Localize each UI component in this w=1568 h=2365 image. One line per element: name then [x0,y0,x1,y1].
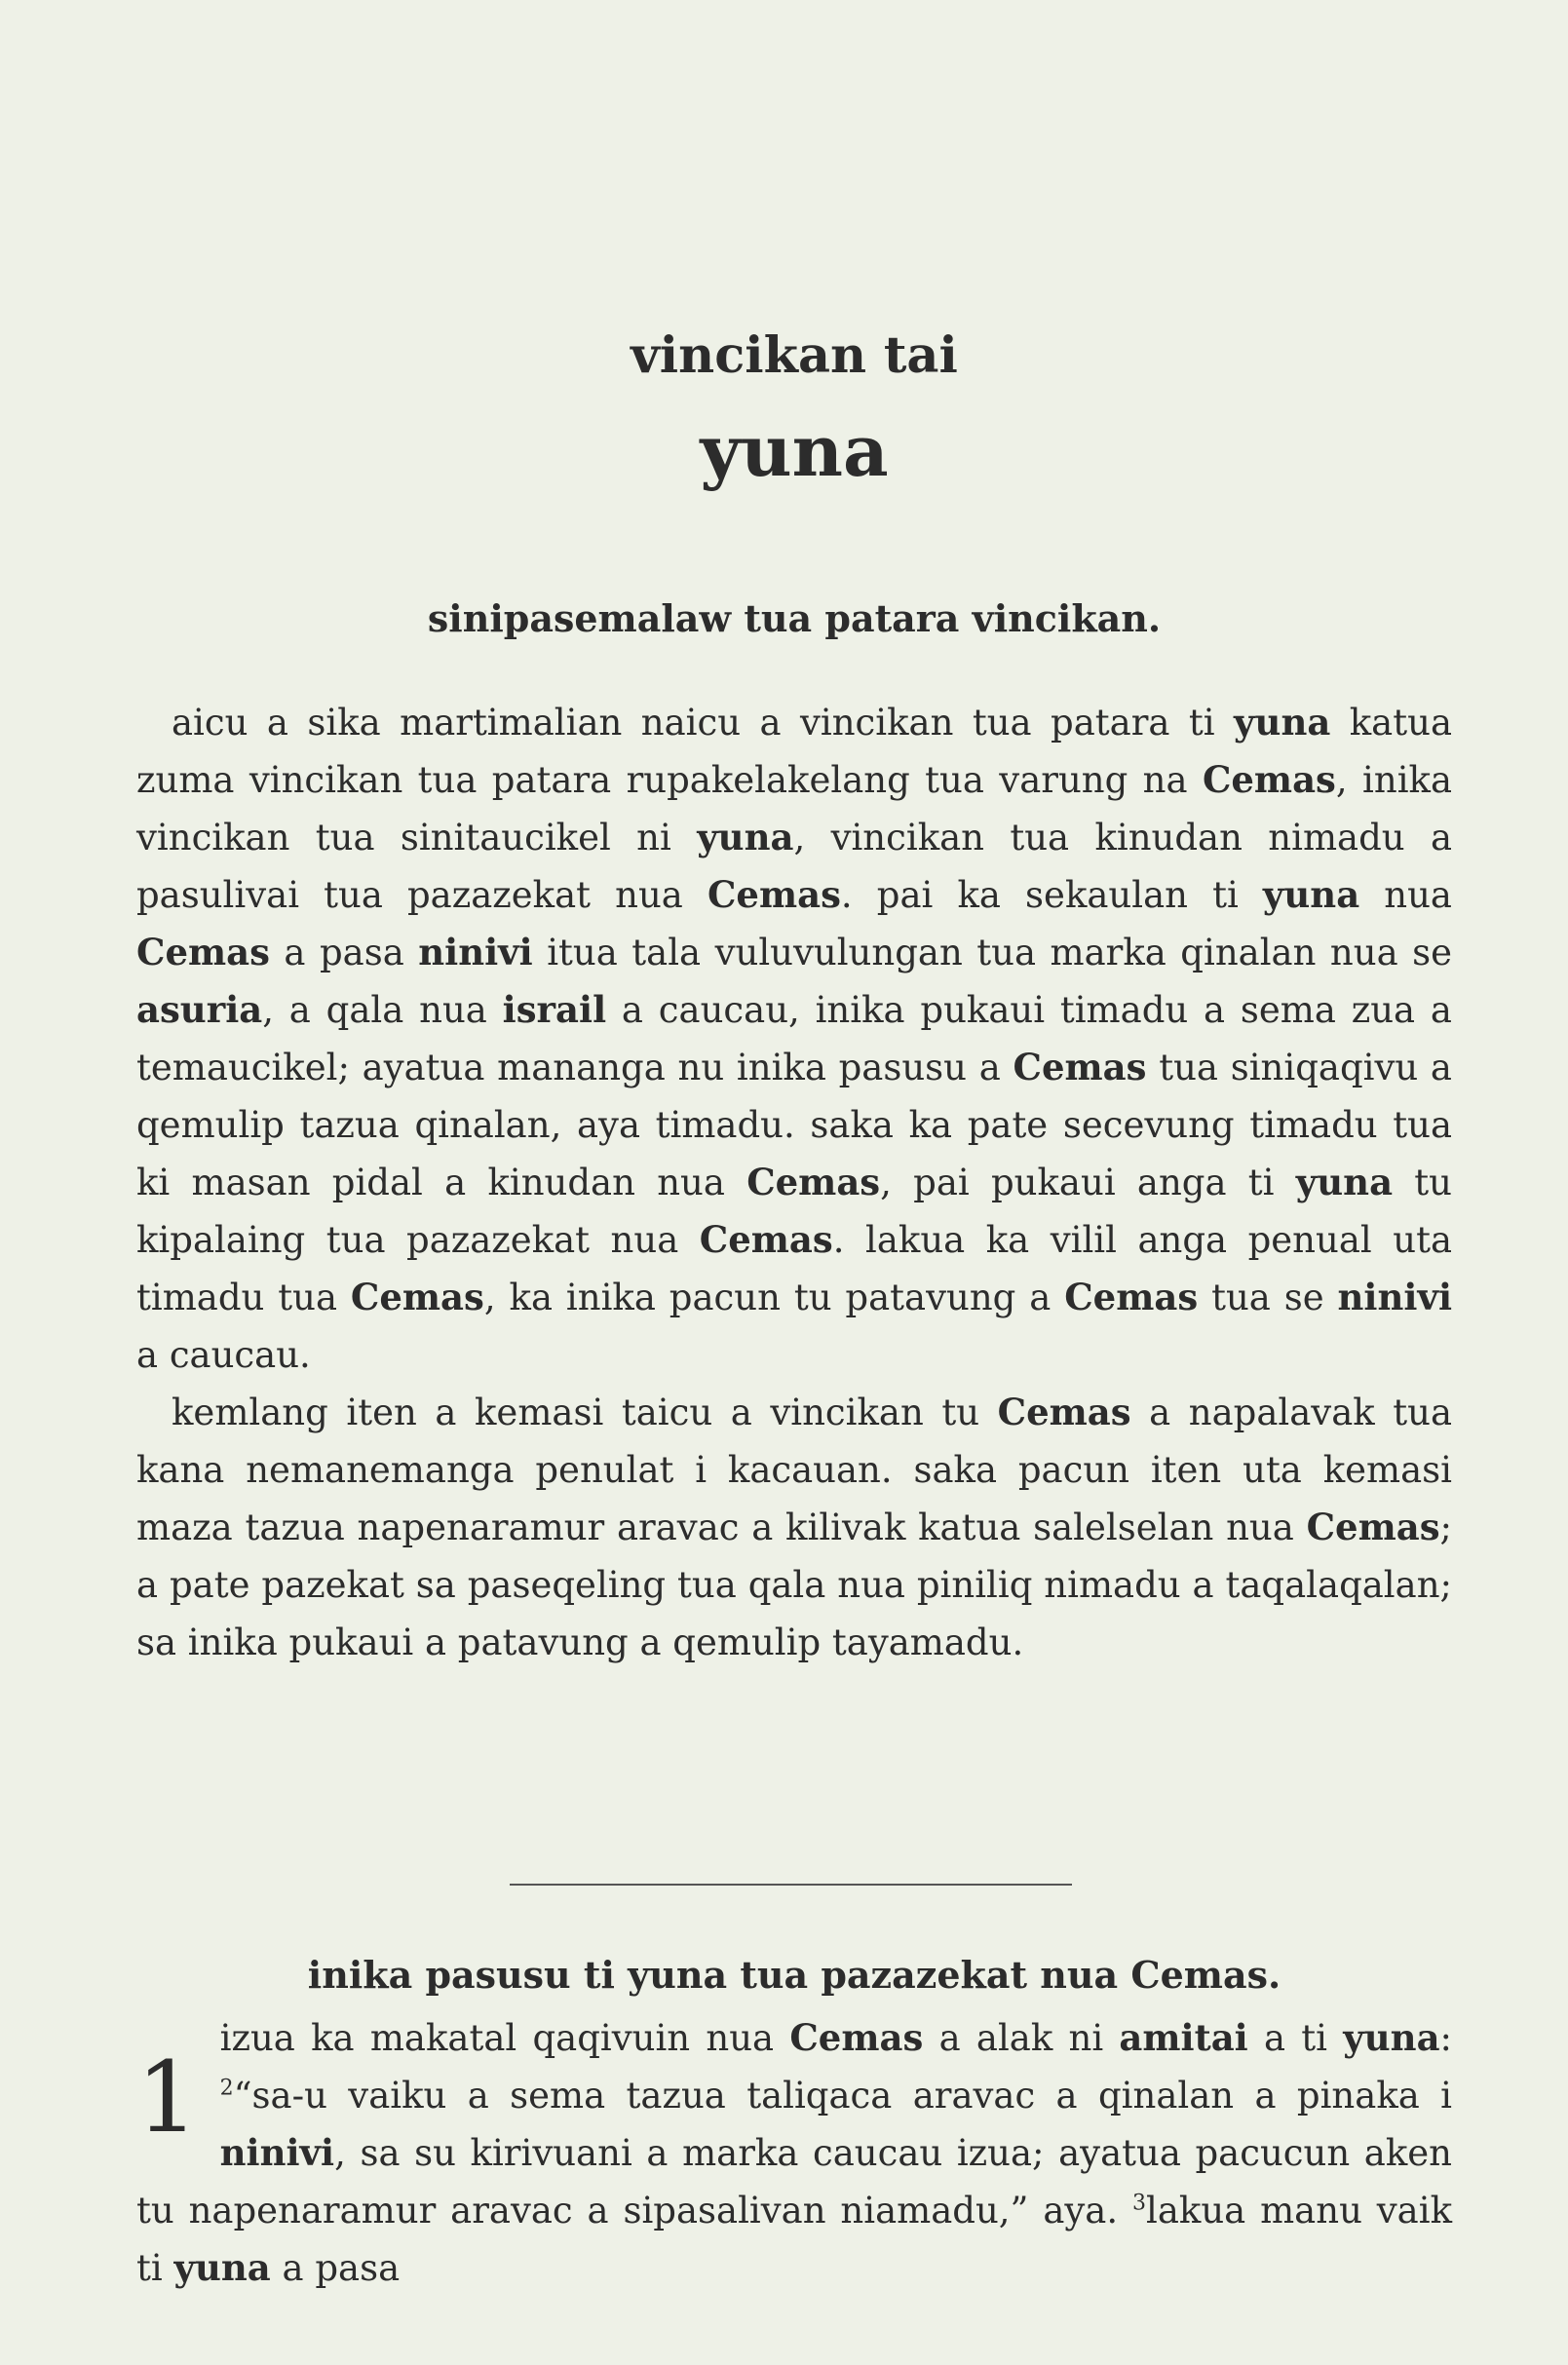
bold-term: Cemas [746,1161,881,1203]
text-run: a pasa [269,932,419,973]
bold-term: Cemas [997,1391,1131,1433]
bold-term: Cemas [136,931,270,973]
text-run: . lakua ka vilil anga penual uta timadu tua [136,1219,1453,1318]
text-run: . pai ka sekaulan ti [840,874,1263,916]
text-run: ; a pate pazekat sa paseqeling tua qala nua piniliq nimadu a taqalaqalan; sa inika pukaui a patavung a qemulip tayamadu. [136,1507,1452,1663]
text-run: , inika vincikan tua sinitaucikel ni [136,759,1453,858]
text-run: tua se [1198,1277,1338,1318]
bold-term: yuna [1262,873,1360,916]
chapter-number: 1 [136,2041,199,2155]
bold-term: asuria [136,988,263,1031]
chapter-heading: inika pasusu ti yuna tua pazazekat nua Cemas. [307,1953,1281,1997]
bold-term: israil [502,988,607,1031]
chapter-1-text [136,2009,1452,2297]
bold-term: Cemas [1202,758,1336,801]
bold-term: yuna [697,816,794,858]
bold-term: Cemas [789,2016,924,2059]
bold-term: Cemas [707,873,841,916]
bold-term: Cemas [1013,1046,1147,1088]
bold-term: ninivi [418,931,533,973]
text-run: , sa su kirivuani a marka caucau izua; ayatua pacucun aken tu napenaramur aravac a sipasalivan niamadu,” aya. [136,2132,1452,2231]
text-run: a alak ni [923,2017,1120,2059]
text-run: , ka inika pacun tu patavung a [483,1277,1065,1318]
text-run: “sa-u vaiku a sema tazua taliqaca aravac a qinalan a pinaka i [233,2075,1452,2117]
text-run: : [1439,2017,1453,2059]
verse-number: 3 [1132,2191,1147,2216]
text-run: lakua manu vaik ti [136,2190,1452,2289]
bold-term: amitai [1119,2016,1248,2059]
chapter-verses [136,2017,1452,2289]
bold-term: Cemas [350,1276,484,1318]
bold-term: yuna [1295,1161,1394,1203]
bold-term: ninivi [219,2131,335,2174]
text-run: , pai pukaui anga ti [880,1162,1296,1203]
text-run: tua siniqaqivu a qemulip tazua qinalan, aya timadu. saka ka pate secevung timadu tua ki masan pidal a kinudan nua [136,1047,1452,1203]
text-run: a caucau. [136,1334,311,1376]
text-run: , vincikan tua kinudan nimadu a pasulivai tua pazazekat nua [136,817,1453,916]
intro-paragraph-1 [136,694,1452,1384]
book-title-line1: vincikan tai [631,326,958,385]
text-run: a ti [1247,2017,1344,2059]
introduction-text [136,694,1452,1671]
text-run: a caucau, inika pukaui timadu a sema zua a temaucikel; ayatua mananga nu inika pasusu a [136,989,1452,1088]
text-run: a napalavak tua kana nemanemanga penulat i kacauan. saka pacun iten uta kemasi maza tazua napenaramur aravac a kilivak katua salelselan nua [136,1392,1453,1548]
bold-term: Cemas [1064,1276,1199,1318]
text-run: tu kipalaing tua pazazekat nua [136,1162,1453,1261]
text-run: izua ka makatal qaqivuin nua [219,2017,790,2059]
bold-term: yuna [1234,701,1331,744]
text-run: , a qala nua [262,989,503,1031]
text-run: kemlang iten a kemasi taicu a vincikan tu [172,1392,998,1433]
text-run: nua [1359,874,1452,916]
bold-term: yuna [173,2246,271,2289]
book-title-line2: yuna [700,409,889,492]
intro-heading: sinipasemalaw tua patara vincikan. [427,596,1162,640]
bold-term: Cemas [699,1218,833,1261]
text-run: itua tala vuluvulungan tua marka qinalan nua se [532,932,1453,973]
text-run: katua zuma vincikan tua patara rupakelakelang tua varung na [136,702,1453,801]
intro-paragraph-2 [136,1384,1452,1671]
verse-number: 2 [219,2076,234,2101]
bold-term: yuna [1343,2016,1440,2059]
bold-term: Cemas [1306,1506,1440,1548]
section-divider [510,1884,1072,1886]
text-run: a pasa [270,2247,401,2289]
bold-term: ninivi [1337,1276,1452,1318]
text-run: aicu a sika martimalian naicu a vincikan tua patara ti [172,702,1235,744]
